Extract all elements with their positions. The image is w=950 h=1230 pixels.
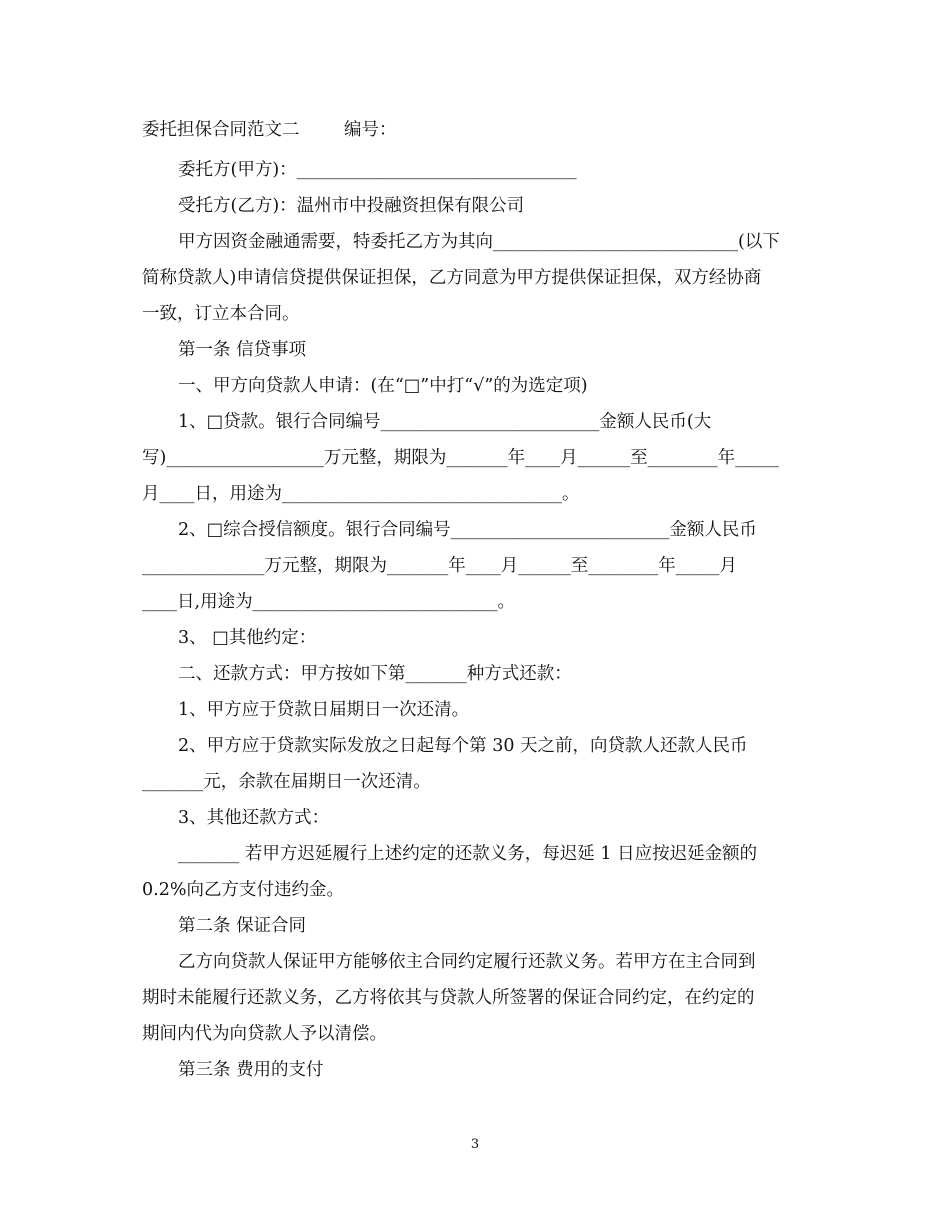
text-line: 月____日，用途为________________________________。 xyxy=(142,484,580,504)
text-line: _______元，余款在届期日一次还清。 xyxy=(142,772,431,792)
text-line: 1、□贷款。银行合同编号_________________________金额人民币(大 xyxy=(178,412,712,432)
text-line: 3、其他还款方式： xyxy=(178,808,330,828)
text-line: 写)__________________万元整，期限为_______年____月______至________年_____ xyxy=(142,448,779,468)
text-line: 2、甲方应于贷款实际发放之日起每个第 30 天之前，向贷款人还款人民币 xyxy=(178,736,748,756)
section-heading: 第二条 保证合同 xyxy=(178,916,307,936)
text-line: 甲方因资金融通需要，特委托乙方为其向____________________________(以下 xyxy=(178,232,780,252)
text-line: 期时未能履行还款义务，乙方将依其与贷款人所签署的保证合同约定，在约定的 xyxy=(142,988,755,1008)
text-line: _______ 若甲方迟延履行上述约定的还款义务，每迟延 1 日应按迟延金额的 xyxy=(178,844,758,864)
text-line: 委托方(甲方)：________________________________ xyxy=(178,160,577,180)
text-line: 期间内代为向贷款人予以清偿。 xyxy=(142,1024,387,1044)
text-line: 3、 □其他约定： xyxy=(178,628,317,648)
text-line: 受托方(乙方)：温州市中投融资担保有限公司 xyxy=(178,196,525,216)
text-line: ______________万元整，期限为_______年____月______至________年_____月 xyxy=(142,556,737,576)
text-line: 2、□综合授信额度。银行合同编号_________________________金额人民币 xyxy=(178,520,757,540)
page-number: 3 xyxy=(470,1137,480,1152)
section-heading: 第一条 信贷事项 xyxy=(178,340,307,360)
contract-number-label: 编号： xyxy=(344,120,397,140)
text-line: ____日,用途为____________________________。 xyxy=(142,592,516,612)
section-heading: 第三条 费用的支付 xyxy=(178,1060,324,1080)
text-line: 简称贷款人)申请信贷提供保证担保，乙方同意为甲方提供保证担保，双方经协商 xyxy=(142,268,762,288)
document-title: 委托担保合同范文二 xyxy=(142,120,300,140)
text-line: 二、还款方式：甲方按如下第_______种方式还款： xyxy=(178,664,572,684)
document-header xyxy=(142,118,810,142)
text-line: 乙方向贷款人保证甲方能够依主合同约定履行还款义务。若甲方在主合同到 xyxy=(178,952,756,972)
text-line: 1、甲方应于贷款日届期日一次还清。 xyxy=(178,700,470,720)
text-line: 一致，订立本合同。 xyxy=(142,304,300,324)
text-line: 0.2%向乙方支付违约金。 xyxy=(142,880,344,900)
text-line: 一、甲方向贷款人申请：(在“□”中打“√”的为选定项) xyxy=(178,376,588,396)
